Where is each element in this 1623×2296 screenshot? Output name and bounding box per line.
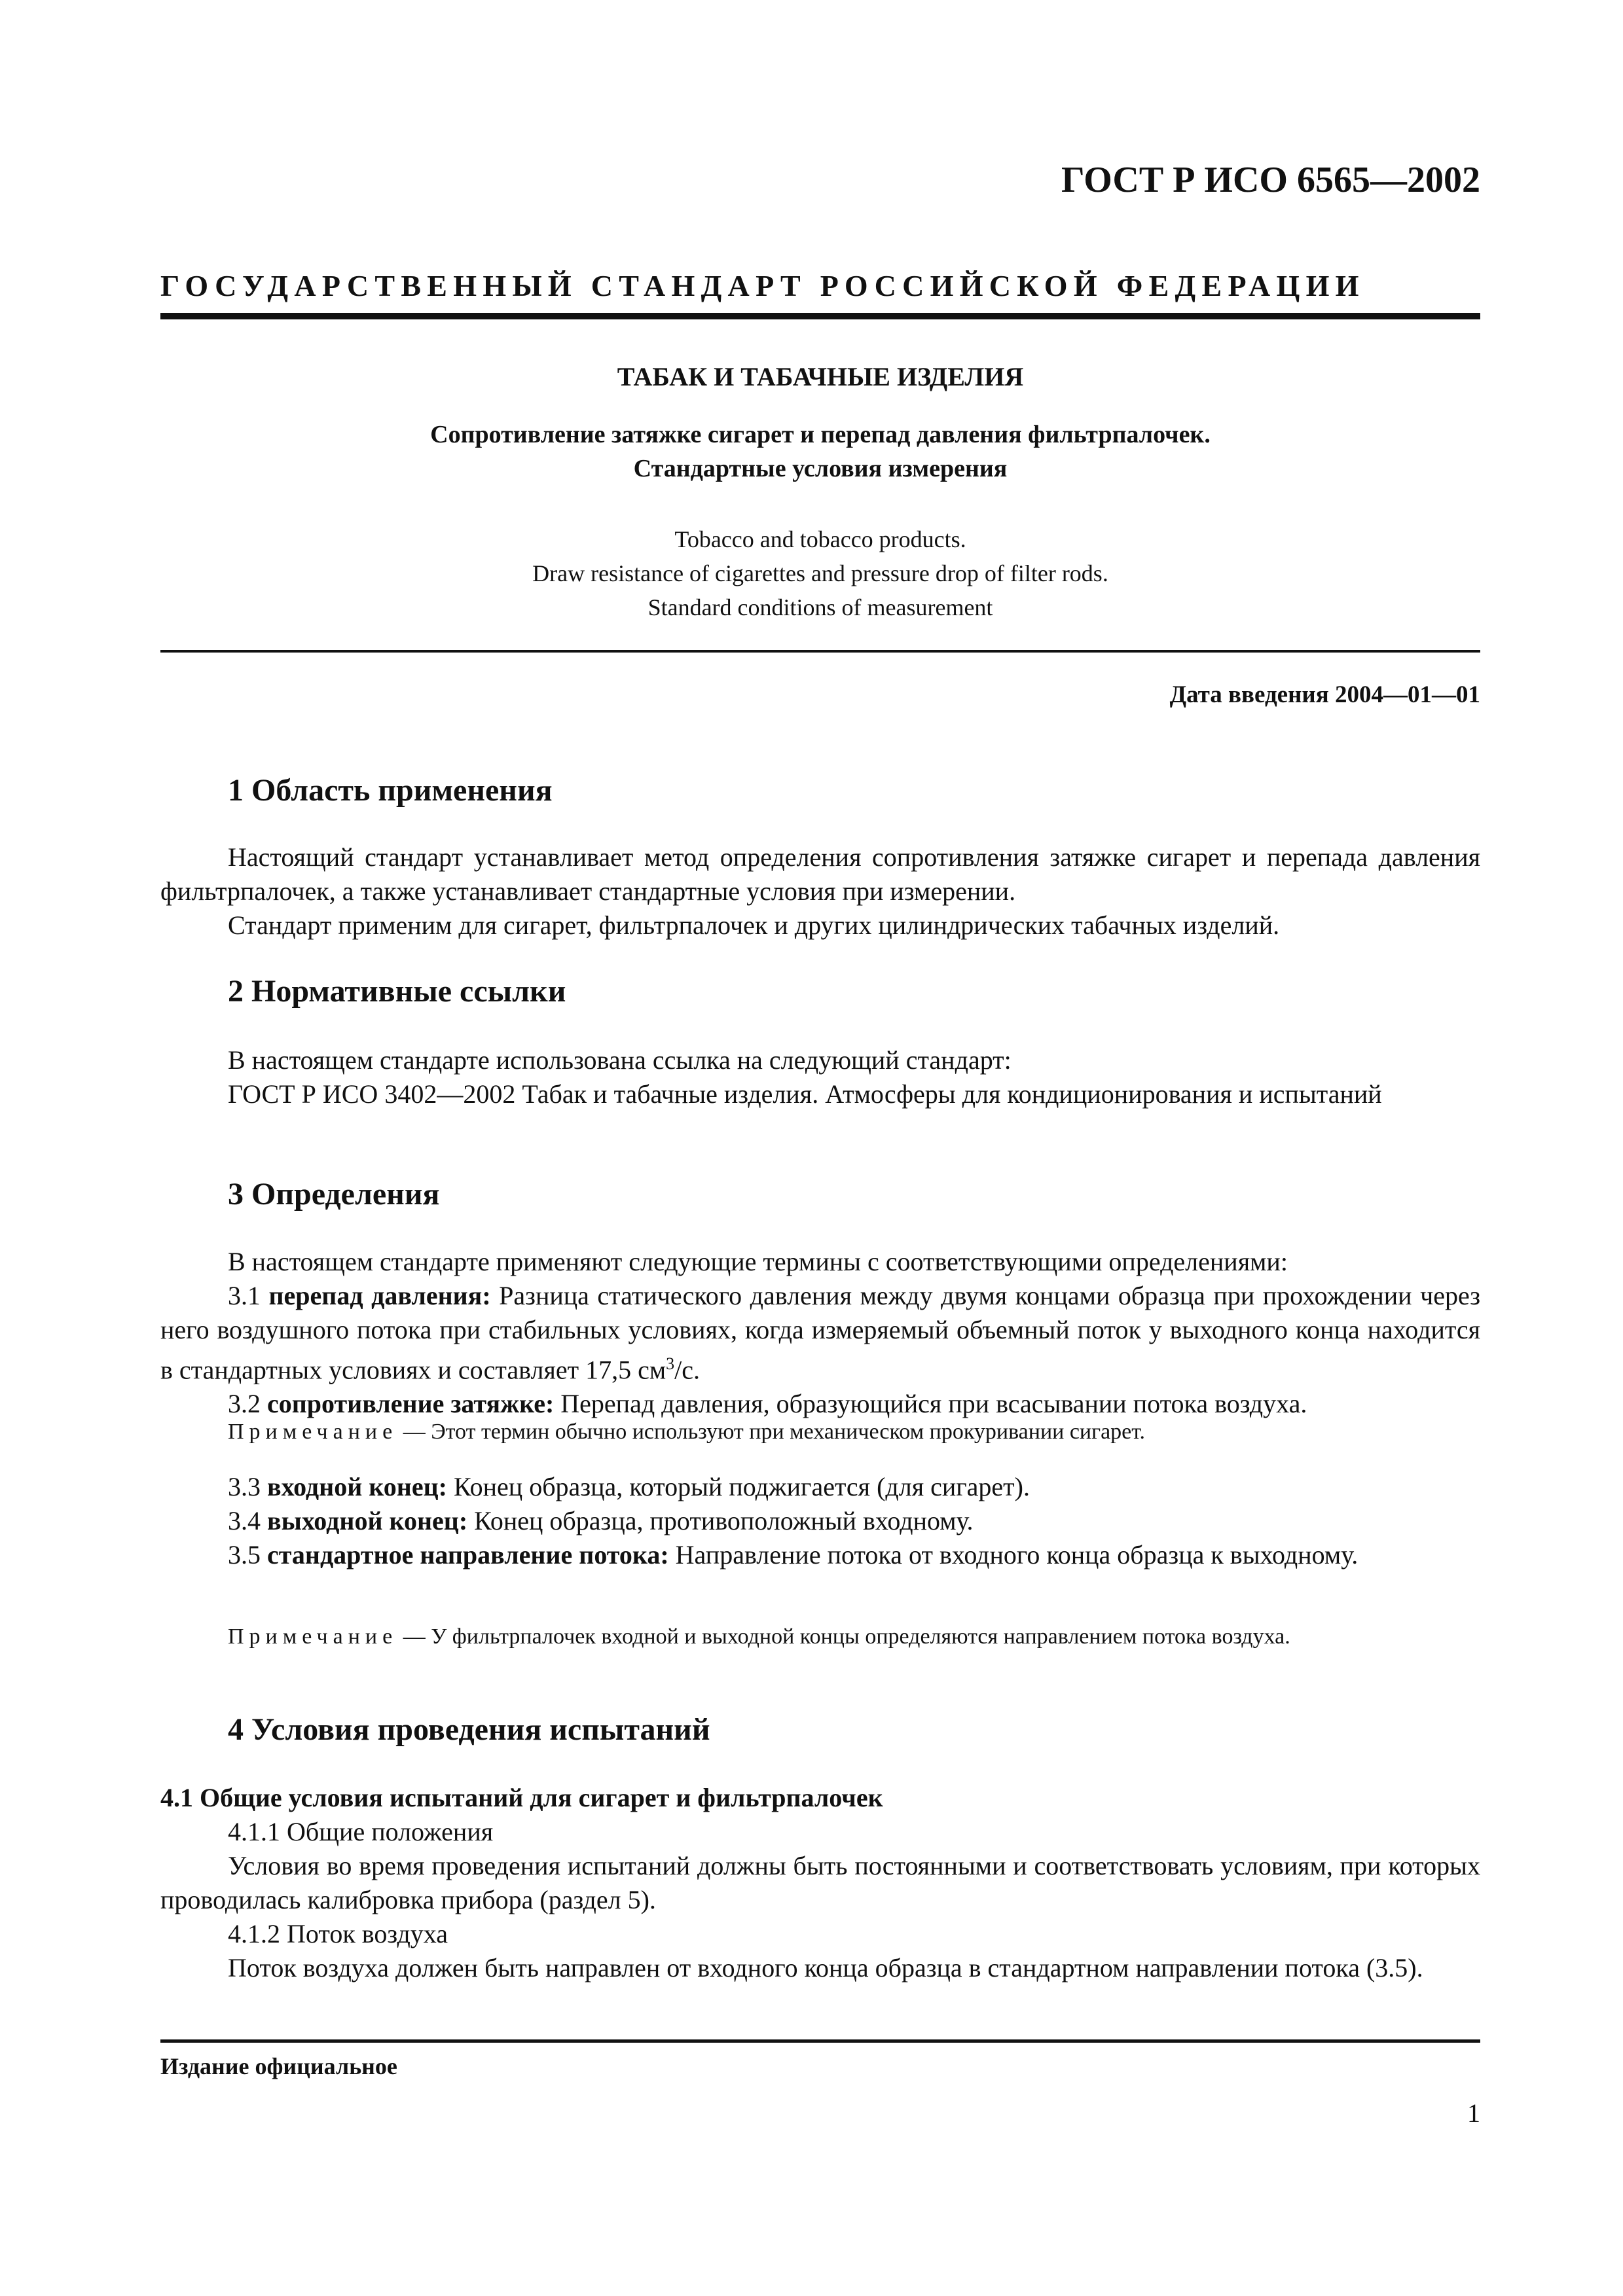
definition-text: Направление потока от входного конца образца к выходному. (675, 1540, 1359, 1570)
subsection-heading: 4.1.2 Поток воздуха (228, 1919, 448, 1948)
definition-3-5 (160, 1538, 1480, 1572)
section-heading-references: 2 Нормативные ссылки (228, 974, 566, 1009)
note-1 (160, 1417, 1480, 1447)
subsection-heading: 4.1.1 Общие положения (228, 1817, 494, 1846)
section-scope-body (160, 840, 1480, 942)
section-definitions-body (160, 1245, 1480, 1421)
definition-term: перепад давления: (268, 1281, 491, 1310)
definition-text: Перепад давления, образующийся при всасывании потока воздуха. (560, 1389, 1307, 1419)
paragraph: В настоящем стандарте применяют следующие термины с соответствующими определениями: (228, 1247, 1288, 1276)
subtitle-line: Сопротивление затяжке сигарет и перепад давления фильтрпалочек. (430, 421, 1211, 448)
section-references-body (160, 1043, 1480, 1111)
superscript: 3 (666, 1354, 675, 1373)
definition-3-3 (160, 1470, 1480, 1504)
introduction-date: Дата введения 2004—01—01 (1169, 681, 1480, 708)
section-heading-scope: 1 Область применения (228, 773, 553, 808)
definition-term: стандартное направление потока: (267, 1540, 669, 1570)
english-title-line: Standard conditions of measurement (647, 594, 993, 620)
definition-text: Конец образца, противоположный входному. (474, 1506, 974, 1535)
definition-term: выходной конец: (267, 1506, 468, 1535)
note-2 (160, 1622, 1480, 1652)
definition-number: 3.2 (228, 1389, 261, 1419)
paragraph: Стандарт применим для сигарет, фильтрпалочек и других цилиндрических табачных изделий. (228, 910, 1280, 940)
note-label: Примечание (228, 1624, 398, 1649)
definition-number: 3.3 (228, 1472, 261, 1501)
paragraph: ГОСТ Р ИСО 3402—2002 Табак и табачные изделия. Атмосферы для кондиционирования и испытаний (228, 1079, 1382, 1109)
english-title-line: Draw resistance of cigarettes and pressure drop of filter rods. (532, 560, 1108, 586)
definition-number: 3.4 (228, 1506, 261, 1535)
definition-3-2 (160, 1387, 1480, 1421)
note-text: — У фильтрпалочек входной и выходной концы определяются направлением потока воздуха. (403, 1624, 1290, 1649)
state-standard-banner: ГОСУДАРСТВЕННЫЙ СТАНДАРТ РОССИЙСКОЙ ФЕДЕРАЦИИ (160, 269, 1365, 302)
title-divider (160, 650, 1480, 653)
paragraph: Поток воздуха должен быть направлен от входного конца образца в стандартном направлении потока (3.5). (228, 1953, 1423, 1982)
section-definitions-body-2 (160, 1470, 1480, 1572)
definition-term: входной конец: (267, 1472, 447, 1501)
header-divider (160, 313, 1480, 319)
definition-text: Конец образца, который поджигается (для сигарет). (453, 1472, 1030, 1501)
standard-code: ГОСТ Р ИСО 6565—2002 (1061, 160, 1480, 200)
page-number: 1 (1467, 2098, 1480, 2128)
document-title: ТАБАК И ТАБАЧНЫЕ ИЗДЕЛИЯ (617, 362, 1024, 391)
subtitle-line: Стандартные условия измерения (633, 455, 1008, 482)
definition-3-4 (160, 1504, 1480, 1538)
english-title-line: Tobacco and tobacco products. (674, 526, 966, 552)
subsection-heading: 4.1 Общие условия испытаний для сигарет и фильтрпалочек (160, 1783, 883, 1812)
note-label: Примечание (228, 1420, 398, 1444)
definition-text: /с. (674, 1355, 701, 1385)
section-test-conditions-body (160, 1781, 1480, 1985)
section-heading-definitions: 3 Определения (228, 1177, 440, 1211)
document-subtitle (160, 418, 1480, 486)
definition-number: 3.5 (228, 1540, 261, 1570)
footer-divider (160, 2039, 1480, 2043)
definition-number: 3.1 (228, 1281, 261, 1310)
note-text: — Этот термин обычно используют при механическом прокуривании сигарет. (403, 1420, 1146, 1444)
paragraph: Условия во время проведения испытаний должны быть постоянными и соответствовать условиям, при которых проводилась калибровка прибора (раздел 5). (160, 1851, 1480, 1914)
definition-text: Разница статического давления между двумя концами образца при прохождении через него воздушного потока при стабильных условиях, когда измеряемый объемный поток у выходного конца находится в стандартных условиях и составляет 17,5 см (160, 1281, 1480, 1385)
section-heading-test-conditions: 4 Условия проведения испытаний (228, 1712, 710, 1747)
paragraph: Настоящий стандарт устанавливает метод определения сопротивления затяжке сигарет и перепада давления фильтрпалочек, а также устанавливает стандартные условия при измерении. (160, 842, 1480, 906)
paragraph: В настоящем стандарте использована ссылка на следующий стандарт: (228, 1045, 1012, 1075)
definition-3-1 (160, 1279, 1480, 1387)
english-title (160, 522, 1480, 624)
official-edition-label: Издание официальное (160, 2053, 397, 2079)
definition-term: сопротивление затяжке: (267, 1389, 555, 1419)
